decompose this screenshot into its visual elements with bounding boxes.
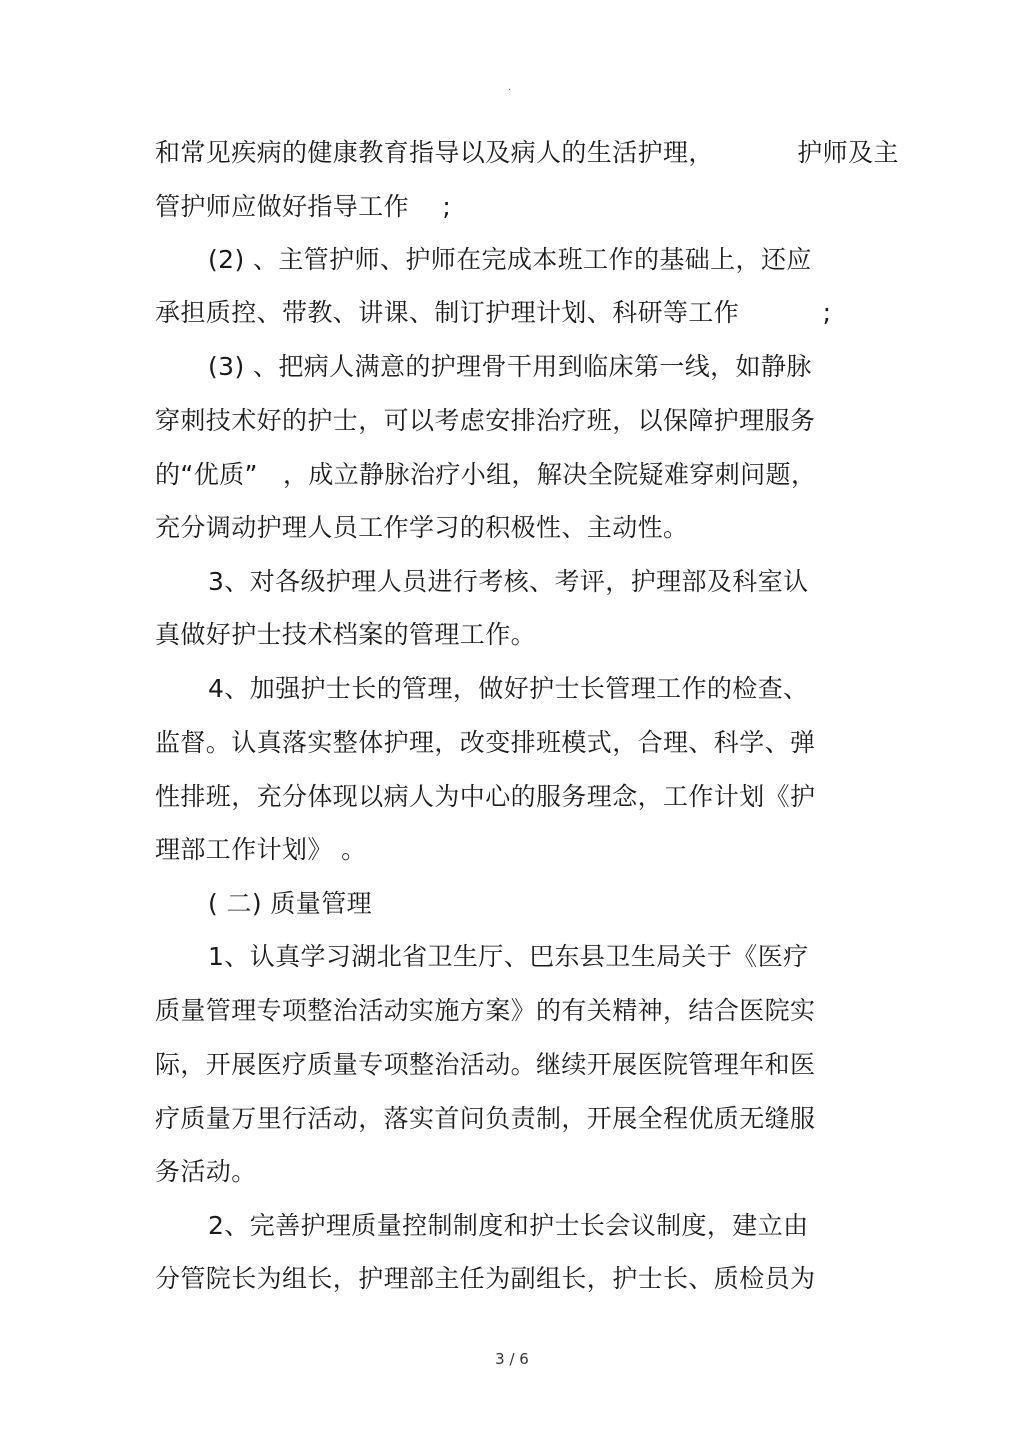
- text-line: 性排班，充分体现以病人为中心的服务理念，工作计划《护: [155, 782, 816, 811]
- text-line: (3) 、把病人满意的护理骨干用到临床第一线，如静脉: [208, 352, 812, 381]
- text-line: 的“优质” ，成立静脉治疗小组，解决全院疑难穿刺问题，: [155, 460, 817, 489]
- text-line: 疗质量万里行活动，落实首问负责制，开展全程优质无缝服: [155, 1104, 816, 1133]
- text-line: 承担质控、带教、讲课、制订护理计划、科研等工作 ;: [155, 298, 832, 327]
- text-line: 质量管理专项整治活动实施方案》的有关精神，结合医院实: [155, 996, 816, 1025]
- text-line: 4、加强护士长的管理，做好护士长管理工作的检查、: [208, 674, 809, 703]
- text-line: (2) 、主管护师、护师在完成本班工作的基础上，还应: [208, 245, 812, 274]
- text-line: 3、对各级护理人员进行考核、考评，护理部及科室认: [208, 567, 809, 596]
- header-mark: .: [508, 82, 512, 93]
- text-line: 和常见疾病的健康教育指导以及病人的生活护理， 护师及主: [155, 138, 899, 167]
- text-line: 分管院长为组长，护理部主任为副组长，护士长、质检员为: [155, 1264, 816, 1293]
- text-line: 1、认真学习湖北省卫生厅、巴东县卫生局关于《医疗: [208, 942, 809, 971]
- text-line: 穿刺技术好的护士，可以考虑安排治疗班，以保障护理服务: [155, 406, 816, 435]
- text-line: 理部工作计划》 。: [155, 835, 367, 864]
- section-heading: ( 二) 质量管理: [208, 889, 373, 918]
- text-line: 管护师应做好指导工作 ;: [155, 192, 452, 221]
- text-line: 充分调动护理人员工作学习的积极性、主动性。: [155, 513, 689, 542]
- text-line: 务活动。: [155, 1157, 257, 1186]
- text-line: 监督。认真落实整体护理，改变排班模式，合理、科学、弹: [155, 728, 816, 757]
- text-line: 际，开展医疗质量专项整治活动。继续开展医院管理年和医: [155, 1050, 816, 1079]
- text-line: 真做好护士技术档案的管理工作。: [155, 620, 537, 649]
- text-line: 2、完善护理质量控制制度和护士长会议制度，建立由: [208, 1211, 809, 1240]
- page-number: 3 / 6: [495, 1350, 529, 1368]
